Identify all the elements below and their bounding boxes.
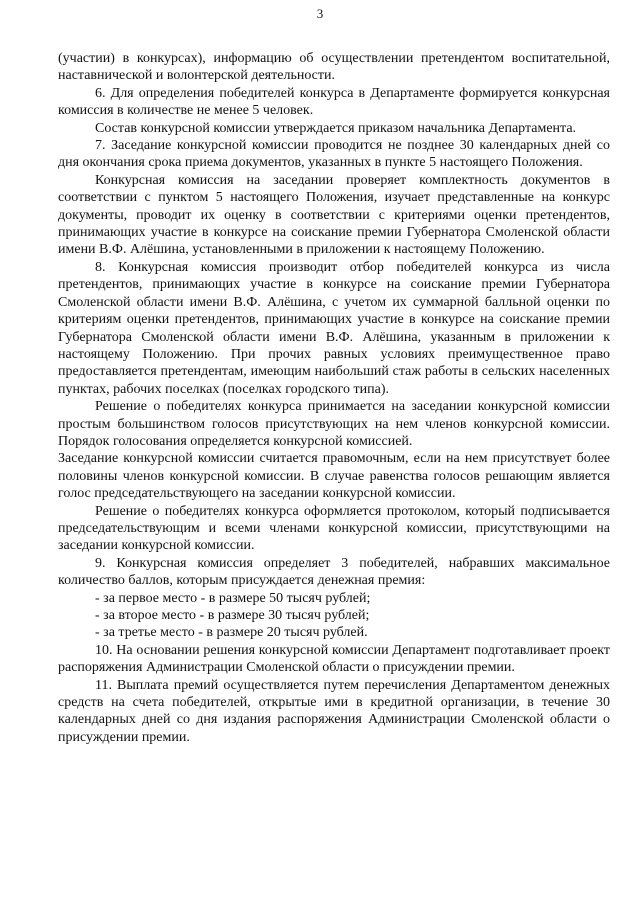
paragraph-item-11: 11. Выплата премий осуществляется путем перечисления Департаментом денежных средств на счета победителей, открытые ими в кредитной организации, в течение 30 календарных дней со дня издания распоряжения Администрации Смоленской области о присуждении премии. xyxy=(58,677,610,745)
paragraph-item-10: 10. На основании решения конкурсной комиссии Департамент подготавливает проект распоряжения Администрации Смоленской области о присуждении премии. xyxy=(58,642,610,676)
paragraph-continuation: (участии) в конкурсах), информацию об осуществлении претендентом воспитательной, наставнической и волонтерской деятельности. xyxy=(58,51,610,84)
paragraph-item-7: 7. Заседание конкурсной комиссии проводится не позднее 30 календарных дней со дня окончания срока приема документов, указанных в пункте 5 настоящего Положения. xyxy=(58,138,610,171)
paragraph-decision-protocol: Решение о победителях конкурса оформляется протоколом, который подписывается председательствующим и всеми членами конкурсной комиссии, присутствующими на заседании конкурсной комиссии. xyxy=(58,503,610,554)
paragraph-item-9: 9. Конкурсная комиссия определяет 3 победителей, набравших максимальное количество баллов, которым присуждается денежная премия: xyxy=(58,555,610,589)
paragraph-document-check: Конкурсная комиссия на заседании проверяет комплектность документов в соответствии с пунктом 5 настоящего Положения, изучает представленные на конкурс документы, проводит их оценку в соответствии с критериями оценки претендентов, принимающих участие в конкурсе на соискание премии Губернатора Смоленской области имени В.Ф. Алёшина, установленными в приложении к настоящему Положению. xyxy=(58,172,610,258)
page-number: 3 xyxy=(316,6,324,21)
paragraph-commission-composition: Состав конкурсной комиссии утверждается приказом начальника Департамента. xyxy=(95,120,577,136)
paragraph-decision-voting: Решение о победителях конкурса принимается на заседании конкурсной комиссии простым большинством голосов присутствующих на нем членов конкурсной комиссии. Порядок голосования определяется конкурсной комиссией. xyxy=(58,399,610,449)
list-item-second-place: - за второе место - в размере 30 тысяч рублей; xyxy=(95,608,370,623)
paragraph-quorum: Заседание конкурсной комиссии считается правомочным, если на нем присутствует более половины членов конкурсной комиссии. В случае равенства голосов решающим является голос председательствующего на заседании конкурсной комиссии. xyxy=(58,451,610,502)
list-item-third-place: - за третье место - в размере 20 тысяч рублей. xyxy=(95,625,368,641)
list-item-first-place: - за первое место - в размере 50 тысяч рублей; xyxy=(95,590,371,606)
document-body xyxy=(58,50,610,746)
paragraph-item-6: 6. Для определения победителей конкурса в Департаменте формируется конкурсная комиссия в количестве не менее 5 человек. xyxy=(58,85,610,119)
paragraph-item-8: 8. Конкурсная комиссия производит отбор победителей конкурса из числа претендентов, принимающих участие в конкурсе на соискание премии Губернатора Смоленской области имени В.Ф. Алёшина, с учетом их суммарной балльной оценки по критериям оценки претендентов, принимающих участие в конкурсе на соискание премии Губернатора Смоленской области имени В.Ф. Алёшина, указанным в приложении к настоящему Положению. При прочих равных условиях преимущественное право предоставляется претендентам, имеющим наибольший стаж работы в сельских населенных пунктах, рабочих поселках (поселках городского типа). xyxy=(58,259,610,397)
